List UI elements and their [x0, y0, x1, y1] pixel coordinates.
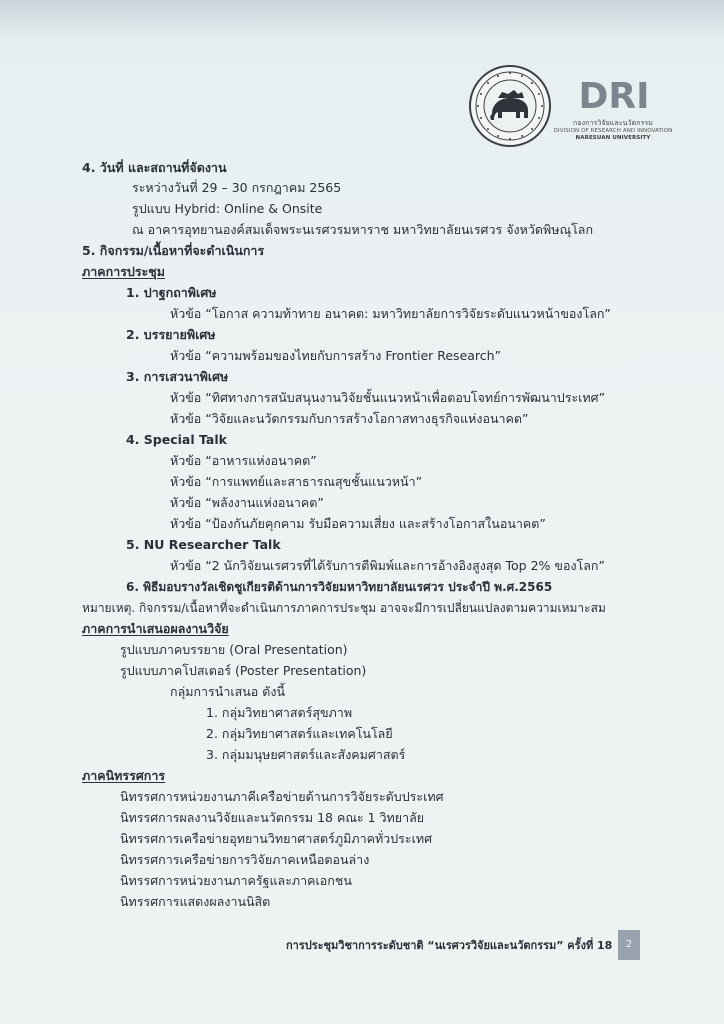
item-5-topic: หัวข้อ “2 นักวิจัยนเรศวรที่ได้รับการตีพิมพ์และการอ้างอิงสูงสุด Top 2% ของโลก”	[170, 558, 605, 573]
exhibition-heading: ภาคนิทรรศการ	[82, 768, 166, 783]
item-1-title: 1. ปาฐกถาพิเศษ	[126, 285, 217, 300]
item-4-title: 4. Special Talk	[126, 432, 227, 447]
section-4-heading: 4. วันที่ และสถานที่จัดงาน	[82, 160, 227, 175]
exhibit-6: นิทรรศการแสดงผลงานนิสิต	[120, 894, 271, 909]
item-4-topic-1: หัวข้อ “อาหารแห่งอนาคต”	[170, 453, 317, 468]
poster-presentation: รูปแบบภาคโปสเตอร์ (Poster Presentation)	[120, 663, 367, 678]
logo-university-name: NARESUAN UNIVERSITY	[575, 135, 651, 141]
group-2: 2. กลุ่มวิทยาศาสตร์และเทคโนโลยี	[206, 726, 393, 741]
item-4-topic-3: หัวข้อ “พลังงานแห่งอนาคต”	[170, 495, 324, 510]
item-4-topic-4: หัวข้อ “ป้องกันภัยคุกคาม รับมือความเสี่ยง และสร้างโอกาสในอนาคต”	[170, 516, 546, 531]
item-3-title: 3. การเสวนาพิเศษ	[126, 369, 229, 384]
exhibit-2: นิทรรศการผลงานวิจัยและนวัตกรรม 18 คณะ 1 วิทยาลัย	[120, 810, 425, 825]
footer-conference-title: การประชุมวิชาการระดับชาติ “นเรศวรวิจัยและนวัตกรรม” ครั้งที่ 18	[286, 939, 613, 952]
event-venue: ณ อาคารอุทยานองค์สมเด็จพระนเรศวรมหาราช มหาวิทยาลัยนเรศวร จังหวัดพิษณุโลก	[132, 222, 594, 237]
item-3-topic-1: หัวข้อ “ทิศทางการสนับสนุนงานวิจัยชั้นแนวหน้าเพื่อตอบโจทย์การพัฒนาประเทศ”	[170, 390, 606, 405]
item-4-topic-2: หัวข้อ “การแพทย์และสาธารณสุขชั้นแนวหน้า”	[170, 474, 423, 489]
exhibit-3: นิทรรศการเครือข่ายอุทยานวิทยาศาสตร์ภูมิภาคทั่วประเทศ	[120, 831, 433, 846]
conference-note: หมายเหตุ. กิจกรรม/เนื้อหาที่จะดำเนินการภาคการประชุม อาจจะมีการเปลี่ยนแปลงตามความเหมาะสม	[82, 601, 606, 615]
group-1: 1. กลุ่มวิทยาศาสตร์สุขภาพ	[206, 705, 353, 720]
svg-text:DRI: DRI	[578, 76, 650, 114]
scan-shadow	[0, 0, 724, 40]
item-3-topic-2: หัวข้อ “วิจัยและนวัตกรรมกับการสร้างโอกาสทางธุรกิจแห่งอนาคต”	[170, 411, 529, 426]
groups-title: กลุ่มการนำเสนอ ดังนี้	[170, 684, 286, 699]
dri-letters-logo	[570, 74, 658, 114]
page-number: 2	[618, 930, 640, 960]
item-5-title: 5. NU Researcher Talk	[126, 537, 281, 552]
oral-presentation: รูปแบบภาคบรรยาย (Oral Presentation)	[120, 642, 348, 657]
group-3: 3. กลุ่มมนุษยศาสตร์และสังคมศาสตร์	[206, 747, 406, 762]
exhibit-4: นิทรรศการเครือข่ายการวิจัยภาคเหนือตอนล่าง	[120, 852, 370, 867]
event-date: ระหว่างวันที่ 29 – 30 กรกฎาคม 2565	[132, 180, 342, 195]
section-5-heading: 5. กิจกรรม/เนื้อหาที่จะดำเนินการ	[82, 243, 265, 258]
dri-logo	[548, 70, 678, 150]
item-6-title: 6. พิธีมอบรางวัลเชิดชูเกียรติด้านการวิจัยมหาวิทยาลัยนเรศวร ประจำปี พ.ศ.2565	[126, 580, 553, 594]
logo-english-name: DIVISION OF RESEARCH AND INNOVATION	[553, 128, 673, 134]
exhibit-5: นิทรรศการหน่วยงานภาครัฐและภาคเอกชน	[120, 873, 352, 888]
item-2-title: 2. บรรยายพิเศษ	[126, 327, 216, 342]
event-format: รูปแบบ Hybrid: Online & Onsite	[132, 201, 323, 216]
exhibit-1: นิทรรศการหน่วยงานภาคีเครือข่ายด้านการวิจัยระดับประเทศ	[120, 789, 444, 804]
presentation-heading: ภาคการนำเสนอผลงานวิจัย	[82, 621, 229, 636]
university-seal-logo	[468, 64, 552, 148]
item-1-topic: หัวข้อ “โอกาส ความท้าทาย อนาคต: มหาวิทยาลัยการวิจัยระดับแนวหน้าของโลก”	[170, 306, 611, 321]
item-2-topic: หัวข้อ “ความพร้อมของไทยกับการสร้าง Frontier Research”	[170, 348, 502, 363]
conference-heading: ภาคการประชุม	[82, 264, 166, 279]
logo-thai-name: กองการวิจัยและนวัตกรรม	[572, 119, 654, 127]
